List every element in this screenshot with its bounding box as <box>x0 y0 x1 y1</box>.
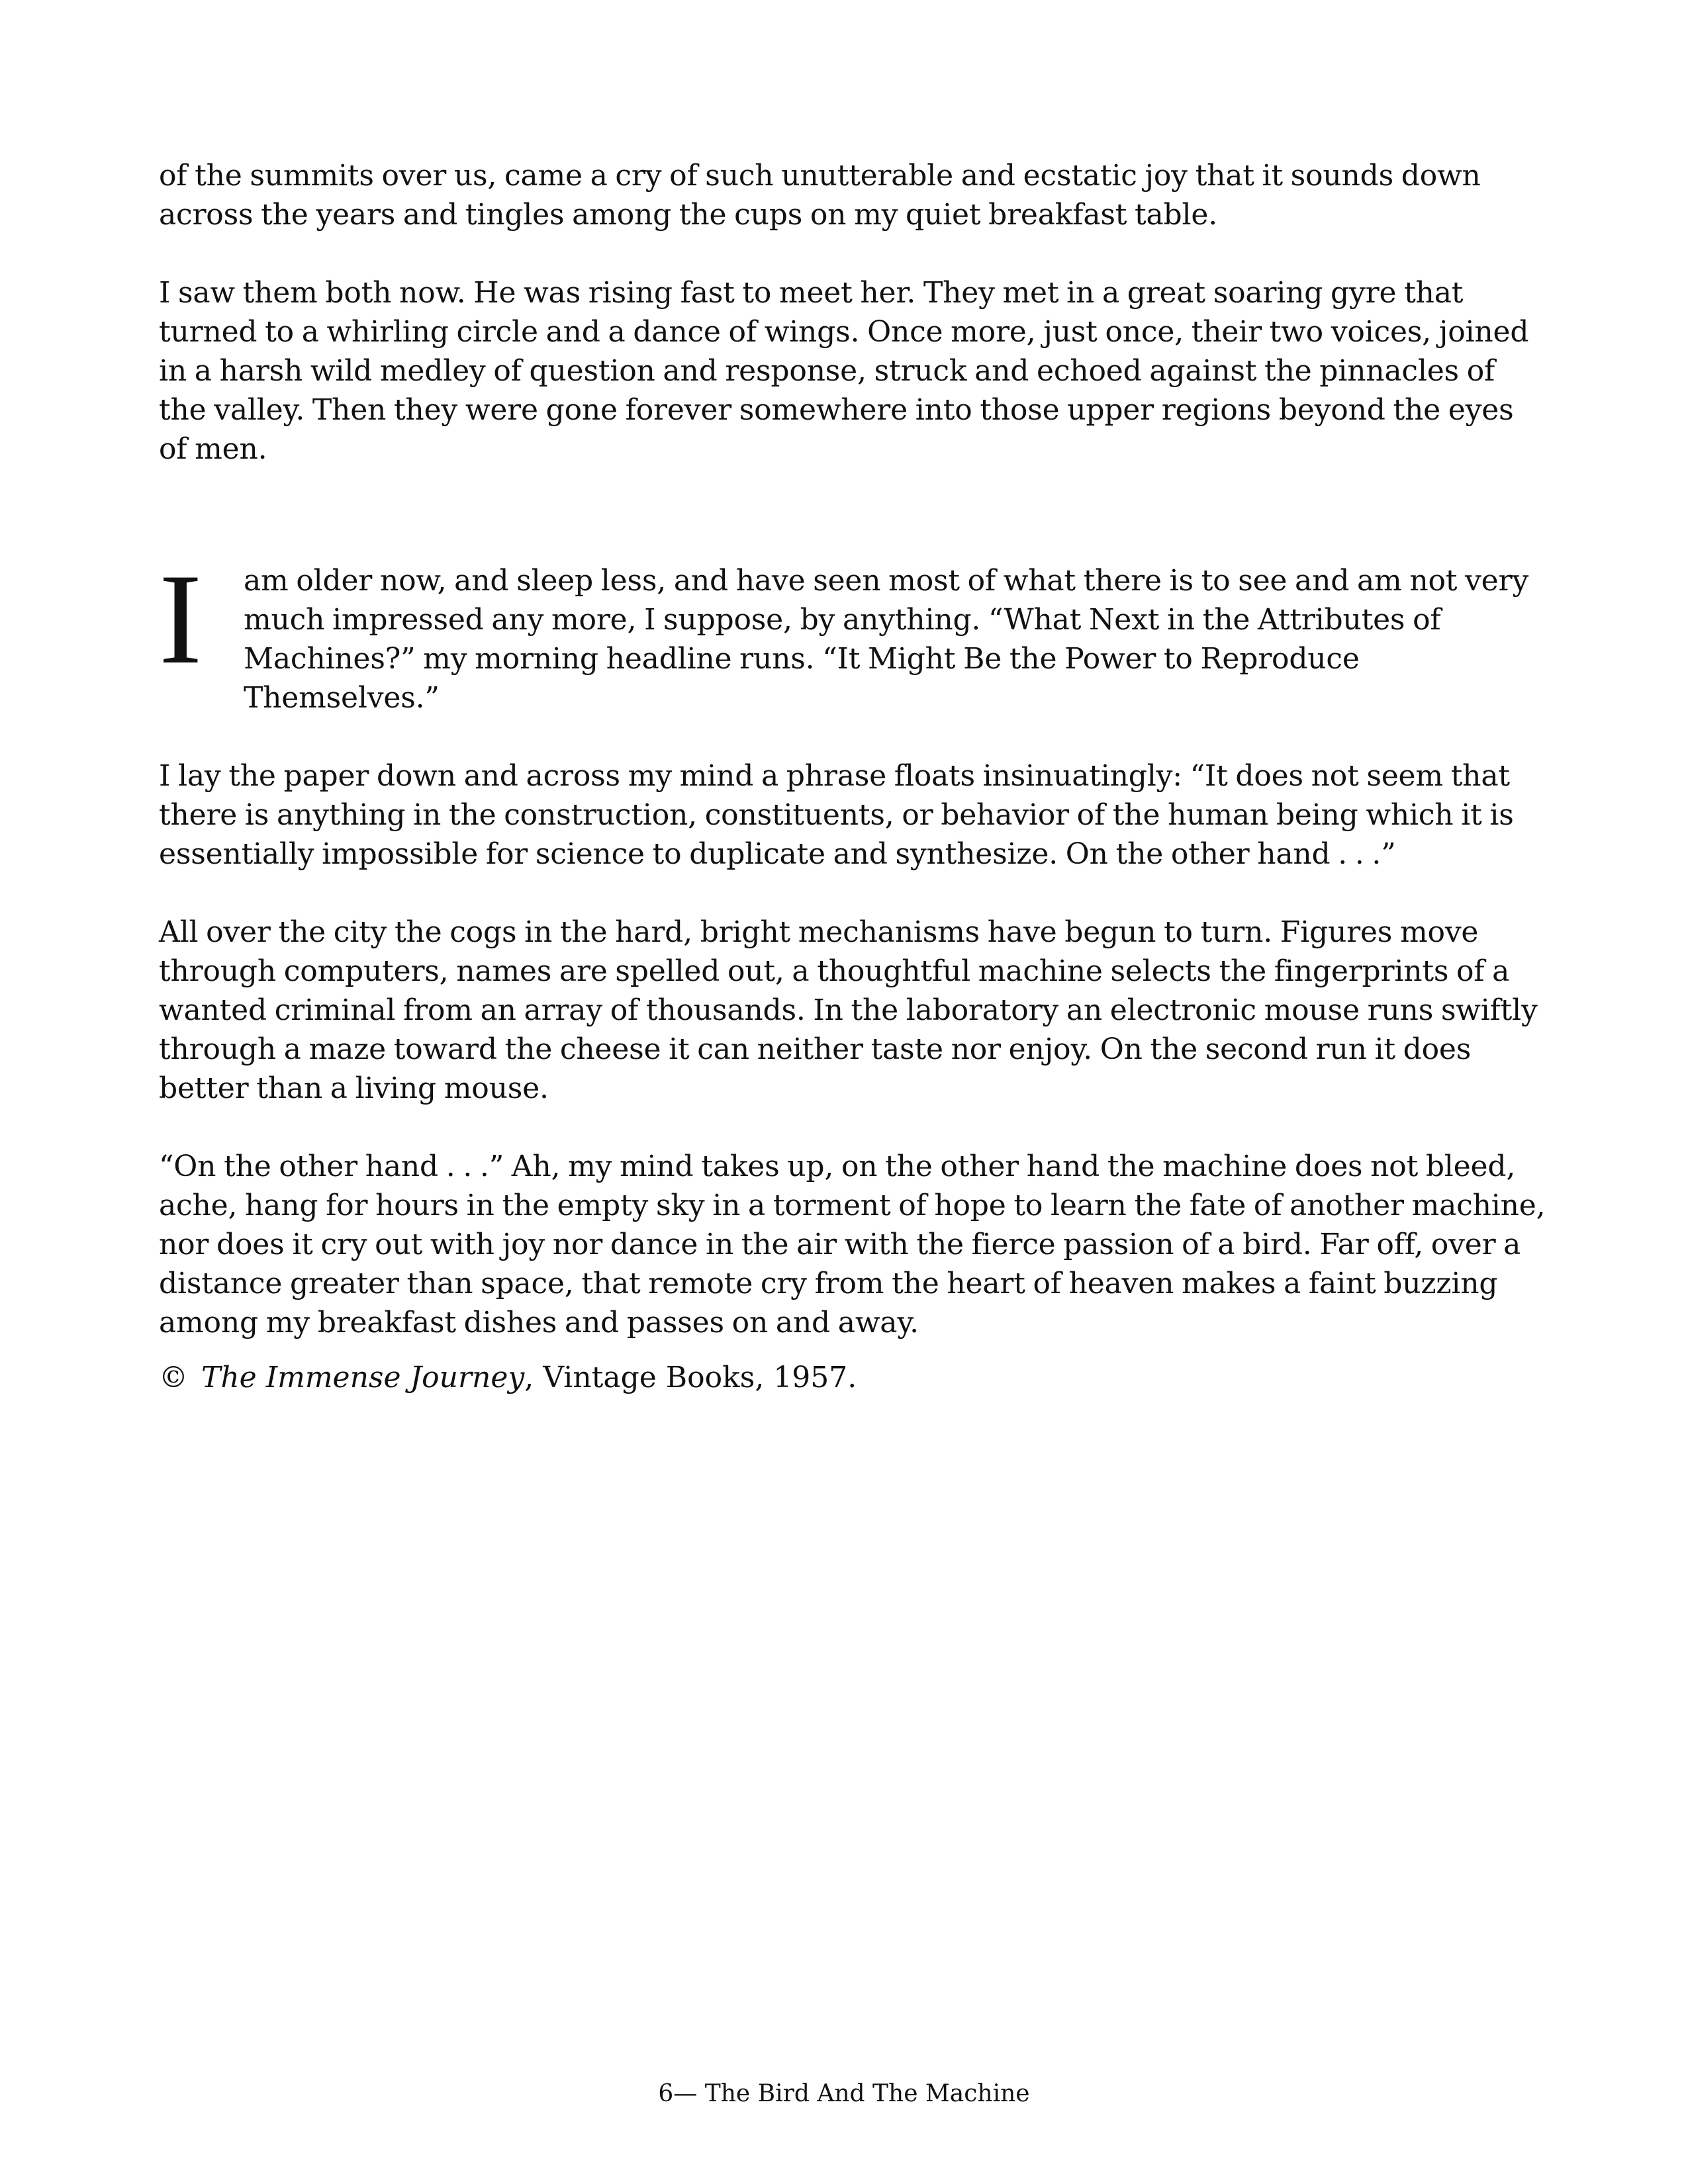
dropcap-paragraph-block <box>159 547 1549 717</box>
copyright-symbol: © <box>159 1361 188 1394</box>
book-title: The Immense Journey <box>201 1361 525 1394</box>
paragraph: I lay the paper down and across my mind a phrase floats insinuatingly: “It does not seem that there is anything in the construction, constituents, or behavior of the human being which it is essentially impossible for science to duplicate and synthesize. On the other hand . . .” <box>159 759 1514 871</box>
page-footer: 6— The Bird And The Machine <box>658 2080 1030 2107</box>
body-text <box>159 156 1549 1342</box>
publisher-info: , Vintage Books, 1957. <box>524 1361 857 1394</box>
paragraph: I saw them both now. He was rising fast to meet her. They met in a great soaring gyre that turned to a whirling circle and a dance of wings. Once more, just once, their two voices, joined in a harsh wild medley of question and response, struck and echoed against the pinnacles of the valley. Then they were gone forever somewhere into those upper regions beyond the eyes of men. <box>159 276 1529 466</box>
paragraph: “On the other hand . . .” Ah, my mind takes up, on the other hand the machine does not bleed, ache, hang for hours in the empty sky in a torment of hope to learn the fate of another machine, nor does it cry out with joy nor dance in the air with the fierce passion of a bird. Far off, over a distance greater than space, that remote cry from the heart of heaven makes a faint buzzing among my breakfast dishes and passes on and away. <box>159 1150 1546 1340</box>
paragraph: of the summits over us, came a cry of such unutterable and ecstatic joy that it sounds down across the years and tingles among the cups on my quiet breakfast table. <box>159 159 1481 232</box>
paragraph: am older now, and sleep less, and have seen most of what there is to see and am not very much impressed any more, I suppose, by anything. “What Next in the Attributes of Machines?” my morning headline runs. “It Might Be the Power to Reproduce Themselves.” <box>244 564 1529 715</box>
copyright-notice <box>159 1358 857 1397</box>
paragraph: All over the city the cogs in the hard, bright mechanisms have begun to turn. Figures move through computers, names are spelled out, a thoughtful machine selects the fingerprints of a wanted criminal from an array of thousands. In the laboratory an electronic mouse runs swiftly through a maze toward the cheese it can neither taste nor enjoy. On the second run it does better than a living mouse. <box>159 915 1538 1105</box>
drop-cap-letter: I <box>159 547 203 691</box>
